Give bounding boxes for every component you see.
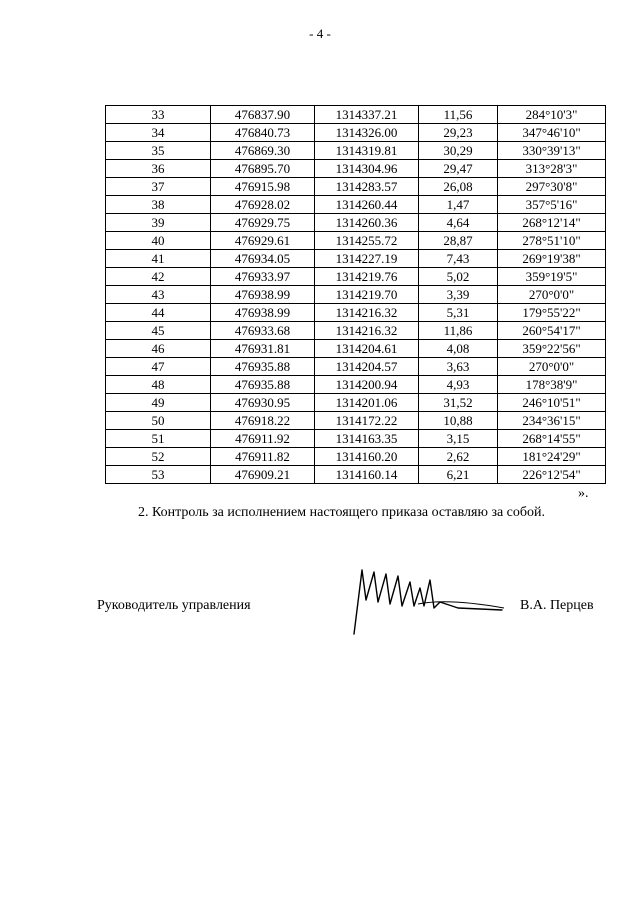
table-row <box>106 106 606 124</box>
direction-angle-cell: 179°55'22" <box>498 304 606 322</box>
table-row <box>106 358 606 376</box>
y-coordinate-cell: 1314337.21 <box>315 106 419 124</box>
y-coordinate-cell: 1314204.61 <box>315 340 419 358</box>
y-coordinate-cell: 1314255.72 <box>315 232 419 250</box>
distance-cell: 4,64 <box>419 214 498 232</box>
distance-cell: 26,08 <box>419 178 498 196</box>
distance-cell: 11,56 <box>419 106 498 124</box>
table-row <box>106 322 606 340</box>
x-coordinate-cell: 476840.73 <box>211 124 315 142</box>
y-coordinate-cell: 1314163.35 <box>315 430 419 448</box>
table-row <box>106 340 606 358</box>
direction-angle-cell: 178°38'9" <box>498 376 606 394</box>
distance-cell: 5,02 <box>419 268 498 286</box>
y-coordinate-cell: 1314227.19 <box>315 250 419 268</box>
x-coordinate-cell: 476929.61 <box>211 232 315 250</box>
table-row <box>106 160 606 178</box>
x-coordinate-cell: 476869.30 <box>211 142 315 160</box>
x-coordinate-cell: 476934.05 <box>211 250 315 268</box>
point-number-cell: 39 <box>106 214 211 232</box>
page-number: - 4 - <box>309 26 331 41</box>
distance-cell: 2,62 <box>419 448 498 466</box>
point-number-cell: 47 <box>106 358 211 376</box>
x-coordinate-cell: 476938.99 <box>211 286 315 304</box>
x-coordinate-cell: 476837.90 <box>211 106 315 124</box>
point-number-cell: 41 <box>106 250 211 268</box>
table-row <box>106 394 606 412</box>
y-coordinate-cell: 1314204.57 <box>315 358 419 376</box>
table-row <box>106 466 606 484</box>
distance-cell: 11,86 <box>419 322 498 340</box>
y-coordinate-cell: 1314201.06 <box>315 394 419 412</box>
distance-cell: 4,93 <box>419 376 498 394</box>
direction-angle-cell: 330°39'13" <box>498 142 606 160</box>
x-coordinate-cell: 476928.02 <box>211 196 315 214</box>
point-number-cell: 44 <box>106 304 211 322</box>
table-row <box>106 448 606 466</box>
point-number-cell: 50 <box>106 412 211 430</box>
direction-angle-cell: 246°10'51" <box>498 394 606 412</box>
direction-angle-cell: 359°22'56" <box>498 340 606 358</box>
table-row <box>106 214 606 232</box>
direction-angle-cell: 268°14'55" <box>498 430 606 448</box>
point-number-cell: 51 <box>106 430 211 448</box>
point-number-cell: 36 <box>106 160 211 178</box>
x-coordinate-cell: 476935.88 <box>211 358 315 376</box>
y-coordinate-cell: 1314319.81 <box>315 142 419 160</box>
x-coordinate-cell: 476929.75 <box>211 214 315 232</box>
table-row <box>106 142 606 160</box>
x-coordinate-cell: 476930.95 <box>211 394 315 412</box>
table-row <box>106 304 606 322</box>
signatory-name: В.А. Перцев <box>520 598 594 613</box>
y-coordinate-cell: 1314326.00 <box>315 124 419 142</box>
point-number-cell: 48 <box>106 376 211 394</box>
x-coordinate-cell: 476933.97 <box>211 268 315 286</box>
y-coordinate-cell: 1314304.96 <box>315 160 419 178</box>
direction-angle-cell: 234°36'15" <box>498 412 606 430</box>
y-coordinate-cell: 1314219.76 <box>315 268 419 286</box>
distance-cell: 4,08 <box>419 340 498 358</box>
y-coordinate-cell: 1314216.32 <box>315 304 419 322</box>
point-number-cell: 49 <box>106 394 211 412</box>
direction-angle-cell: 269°19'38" <box>498 250 606 268</box>
direction-angle-cell: 284°10'3" <box>498 106 606 124</box>
distance-cell: 30,29 <box>419 142 498 160</box>
x-coordinate-cell: 476938.99 <box>211 304 315 322</box>
closing-quote: ». <box>578 486 589 501</box>
x-coordinate-cell: 476915.98 <box>211 178 315 196</box>
signatory-title: Руководитель управления <box>97 598 251 613</box>
table-row <box>106 286 606 304</box>
x-coordinate-cell: 476935.88 <box>211 376 315 394</box>
table-row <box>106 178 606 196</box>
point-number-cell: 46 <box>106 340 211 358</box>
direction-angle-cell: 357°5'16" <box>498 196 606 214</box>
table-row <box>106 196 606 214</box>
point-number-cell: 40 <box>106 232 211 250</box>
distance-cell: 6,21 <box>419 466 498 484</box>
table-row <box>106 124 606 142</box>
distance-cell: 29,47 <box>419 160 498 178</box>
control-paragraph: 2. Контроль за исполнением настоящего приказа оставляю за собой. <box>138 505 546 520</box>
distance-cell: 31,52 <box>419 394 498 412</box>
table-row <box>106 376 606 394</box>
x-coordinate-cell: 476911.92 <box>211 430 315 448</box>
table-row <box>106 232 606 250</box>
x-coordinate-cell: 476933.68 <box>211 322 315 340</box>
point-number-cell: 37 <box>106 178 211 196</box>
direction-angle-cell: 270°0'0" <box>498 286 606 304</box>
point-number-cell: 52 <box>106 448 211 466</box>
x-coordinate-cell: 476911.82 <box>211 448 315 466</box>
point-number-cell: 53 <box>106 466 211 484</box>
x-coordinate-cell: 476909.21 <box>211 466 315 484</box>
table-row <box>106 268 606 286</box>
y-coordinate-cell: 1314260.44 <box>315 196 419 214</box>
y-coordinate-cell: 1314260.36 <box>315 214 419 232</box>
distance-cell: 5,31 <box>419 304 498 322</box>
table-row <box>106 412 606 430</box>
y-coordinate-cell: 1314200.94 <box>315 376 419 394</box>
distance-cell: 7,43 <box>419 250 498 268</box>
direction-angle-cell: 347°46'10" <box>498 124 606 142</box>
distance-cell: 10,88 <box>419 412 498 430</box>
y-coordinate-cell: 1314283.57 <box>315 178 419 196</box>
coordinates-table-body <box>106 106 606 484</box>
point-number-cell: 42 <box>106 268 211 286</box>
y-coordinate-cell: 1314216.32 <box>315 322 419 340</box>
point-number-cell: 35 <box>106 142 211 160</box>
distance-cell: 29,23 <box>419 124 498 142</box>
y-coordinate-cell: 1314172.22 <box>315 412 419 430</box>
direction-angle-cell: 278°51'10" <box>498 232 606 250</box>
point-number-cell: 33 <box>106 106 211 124</box>
coordinates-table <box>105 105 606 484</box>
x-coordinate-cell: 476918.22 <box>211 412 315 430</box>
direction-angle-cell: 268°12'14" <box>498 214 606 232</box>
distance-cell: 28,87 <box>419 232 498 250</box>
x-coordinate-cell: 476931.81 <box>211 340 315 358</box>
distance-cell: 3,39 <box>419 286 498 304</box>
y-coordinate-cell: 1314160.14 <box>315 466 419 484</box>
direction-angle-cell: 313°28'3" <box>498 160 606 178</box>
handwritten-signature <box>348 562 508 642</box>
table-row <box>106 430 606 448</box>
distance-cell: 1,47 <box>419 196 498 214</box>
direction-angle-cell: 181°24'29" <box>498 448 606 466</box>
point-number-cell: 34 <box>106 124 211 142</box>
direction-angle-cell: 270°0'0" <box>498 358 606 376</box>
table-row <box>106 250 606 268</box>
direction-angle-cell: 297°30'8" <box>498 178 606 196</box>
point-number-cell: 38 <box>106 196 211 214</box>
point-number-cell: 45 <box>106 322 211 340</box>
distance-cell: 3,63 <box>419 358 498 376</box>
direction-angle-cell: 260°54'17" <box>498 322 606 340</box>
distance-cell: 3,15 <box>419 430 498 448</box>
point-number-cell: 43 <box>106 286 211 304</box>
y-coordinate-cell: 1314219.70 <box>315 286 419 304</box>
direction-angle-cell: 226°12'54" <box>498 466 606 484</box>
x-coordinate-cell: 476895.70 <box>211 160 315 178</box>
y-coordinate-cell: 1314160.20 <box>315 448 419 466</box>
direction-angle-cell: 359°19'5" <box>498 268 606 286</box>
